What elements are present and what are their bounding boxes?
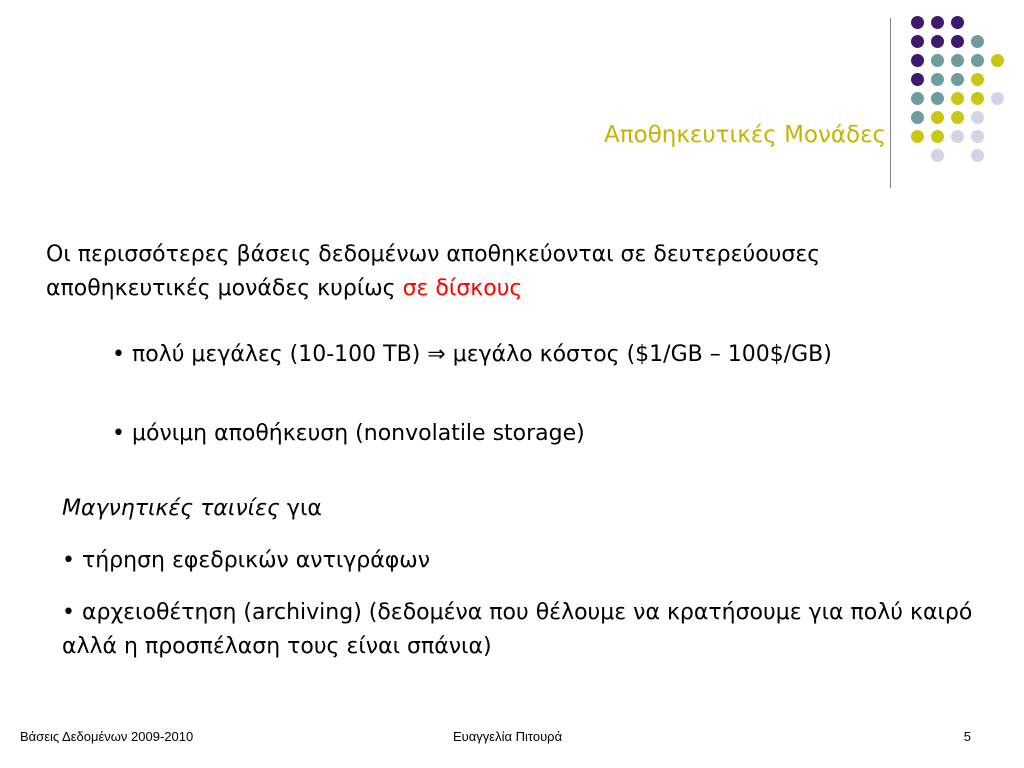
footer-author: Ευαγγελία Πιτουρά — [453, 729, 563, 744]
bullet-text-size: πολύ μεγάλες (10-100 TB) — [131, 342, 421, 367]
decorative-dot — [951, 35, 964, 48]
bullet-marker: • — [112, 421, 125, 446]
decorative-dot — [931, 73, 944, 86]
title-divider-line — [890, 18, 891, 188]
bullet-marker: • — [112, 342, 125, 367]
decorative-dot — [971, 73, 984, 86]
decorative-dot — [931, 149, 944, 162]
intro-text: Οι περισσότερες βάσεις δεδομένων αποθηκεύονται σε δευτερεύουσες αποθηκευτικές μονάδες κυρίως — [46, 242, 821, 301]
decorative-dot — [971, 35, 984, 48]
decorative-dot — [931, 92, 944, 105]
decorative-dot — [951, 54, 964, 67]
intro-paragraph — [46, 238, 986, 306]
footer-page-number: 5 — [963, 729, 971, 744]
implies-arrow-icon: ⇒ — [427, 342, 446, 367]
decorative-dot — [911, 16, 924, 29]
decorative-dot — [971, 130, 984, 143]
decorative-dot — [931, 54, 944, 67]
slide-title: Αποθηκευτικές Μονάδες — [604, 122, 886, 148]
decorative-dot — [931, 16, 944, 29]
bullet-text: τήρηση εφεδρικών αντιγράφων — [81, 548, 430, 573]
decorative-dot — [951, 16, 964, 29]
bullet-text-cost: μεγάλο κόστος ($1/GB – 100$/GB) — [452, 342, 832, 367]
tape-heading — [62, 492, 322, 526]
decorative-dot — [911, 54, 924, 67]
tape-heading-italic: Μαγνητικές ταινίες — [62, 496, 280, 521]
decorative-dot — [931, 130, 944, 143]
decorative-dot — [911, 111, 924, 124]
decorative-dot — [911, 35, 924, 48]
decorative-dot — [931, 111, 944, 124]
disk-bullet-size-cost — [112, 338, 832, 372]
decorative-dot — [971, 149, 984, 162]
tape-bullet-archiving — [62, 596, 982, 664]
disk-bullet-nonvolatile — [112, 417, 585, 451]
decorative-dot — [971, 111, 984, 124]
bullet-text: μόνιμη αποθήκευση (nonvolatile storage) — [131, 421, 585, 446]
decorative-dot — [911, 73, 924, 86]
tape-bullet-backup — [62, 544, 430, 578]
decorative-dot — [991, 92, 1004, 105]
decorative-dot — [911, 130, 924, 143]
decorative-dot — [951, 130, 964, 143]
bullet-text: αρχειοθέτηση (archiving) (δεδομένα που θέλουμε να κρατήσουμε για πολύ καιρό αλλά η προσπέλαση τους είναι σπάνια) — [62, 600, 973, 659]
decorative-dot — [951, 73, 964, 86]
tape-heading-rest: για — [286, 496, 322, 521]
bullet-marker: • — [62, 548, 75, 573]
decorative-dot — [951, 92, 964, 105]
decorative-dot — [971, 92, 984, 105]
decorative-dot — [991, 54, 1004, 67]
decorative-dot — [971, 54, 984, 67]
decorative-dot — [951, 111, 964, 124]
decorative-dot — [911, 92, 924, 105]
bullet-marker: • — [62, 600, 75, 625]
footer-course: Βάσεις Δεδομένων 2009-2010 — [20, 729, 194, 744]
intro-highlight: σε δίσκους — [402, 276, 523, 301]
decorative-dot — [931, 35, 944, 48]
